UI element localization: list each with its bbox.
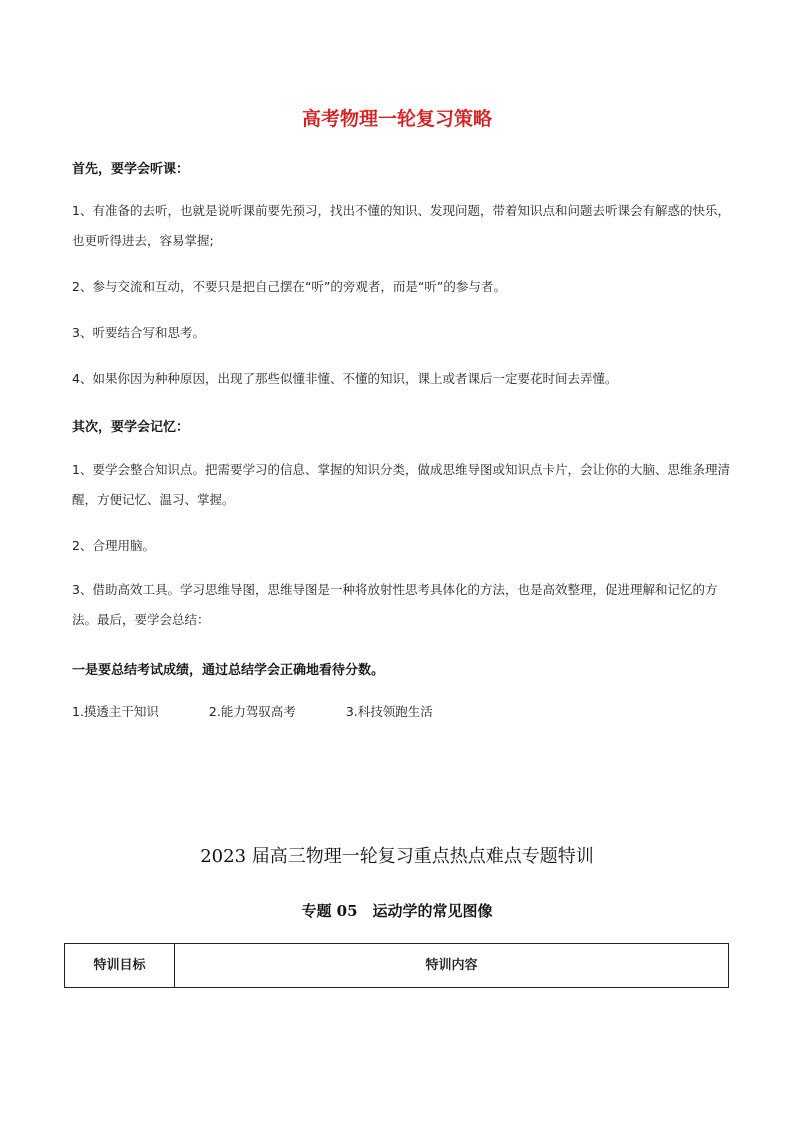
section1-item-4: 4、如果你因为种种原因，出现了那些似懂非懂、不懂的知识，课上或者课后一定要花时间去弄懂。 <box>72 371 618 386</box>
table-header-content: 特训内容 <box>425 958 478 973</box>
section1-item-2: 2、参与交流和互动，不要只是把自己摆在“听”的旁观者，而是“听”的参与者。 <box>72 279 506 294</box>
table-header-target: 特训目标 <box>65 944 175 987</box>
section2-heading: 其次，要学会记忆： <box>72 420 190 435</box>
section2-item-2: 2、合理用脑。 <box>72 538 155 553</box>
tag-row <box>72 699 479 725</box>
section1-item-1: 1、有准备的去听，也就是说听课前要先预习，找出不懂的知识、发现问题，带着知识点和问题去听课会有解惑的快乐，也更听得进去，容易掌握; <box>72 203 730 248</box>
section2-item-1: 1、要学会整合知识点。把需要学习的信息、掌握的知识分类，做成思维导图或知识点卡片，会让你的大脑、思维条理清醒，方便记忆、温习、掌握。 <box>72 462 730 507</box>
document-subtitle: 专题 05 运动学的常见图像 <box>301 902 493 920</box>
section1-heading: 首先，要学会听课： <box>72 162 190 177</box>
tag-item: 2.能力驾驭高考 <box>208 704 296 719</box>
training-table <box>64 943 729 988</box>
page-title: 高考物理一轮复习策略 <box>301 108 492 130</box>
summary-line: 一是要总结考试成绩，通过总结学会正确地看待分数。 <box>72 663 385 678</box>
document-title: 2023 届高三物理一轮复习重点热点难点专题特训 <box>200 846 594 867</box>
tag-item: 1.摸透主干知识 <box>72 704 159 719</box>
section1-item-3: 3、听要结合写和思考。 <box>72 325 205 340</box>
section2-item-3: 3、借助高效工具。学习思维导图，思维导图是一种将放射性思考具体化的方法，也是高效整理，促进理解和记忆的方法。最后，要学会总结： <box>72 582 718 627</box>
tag-item: 3.科技领跑生活 <box>345 704 433 719</box>
